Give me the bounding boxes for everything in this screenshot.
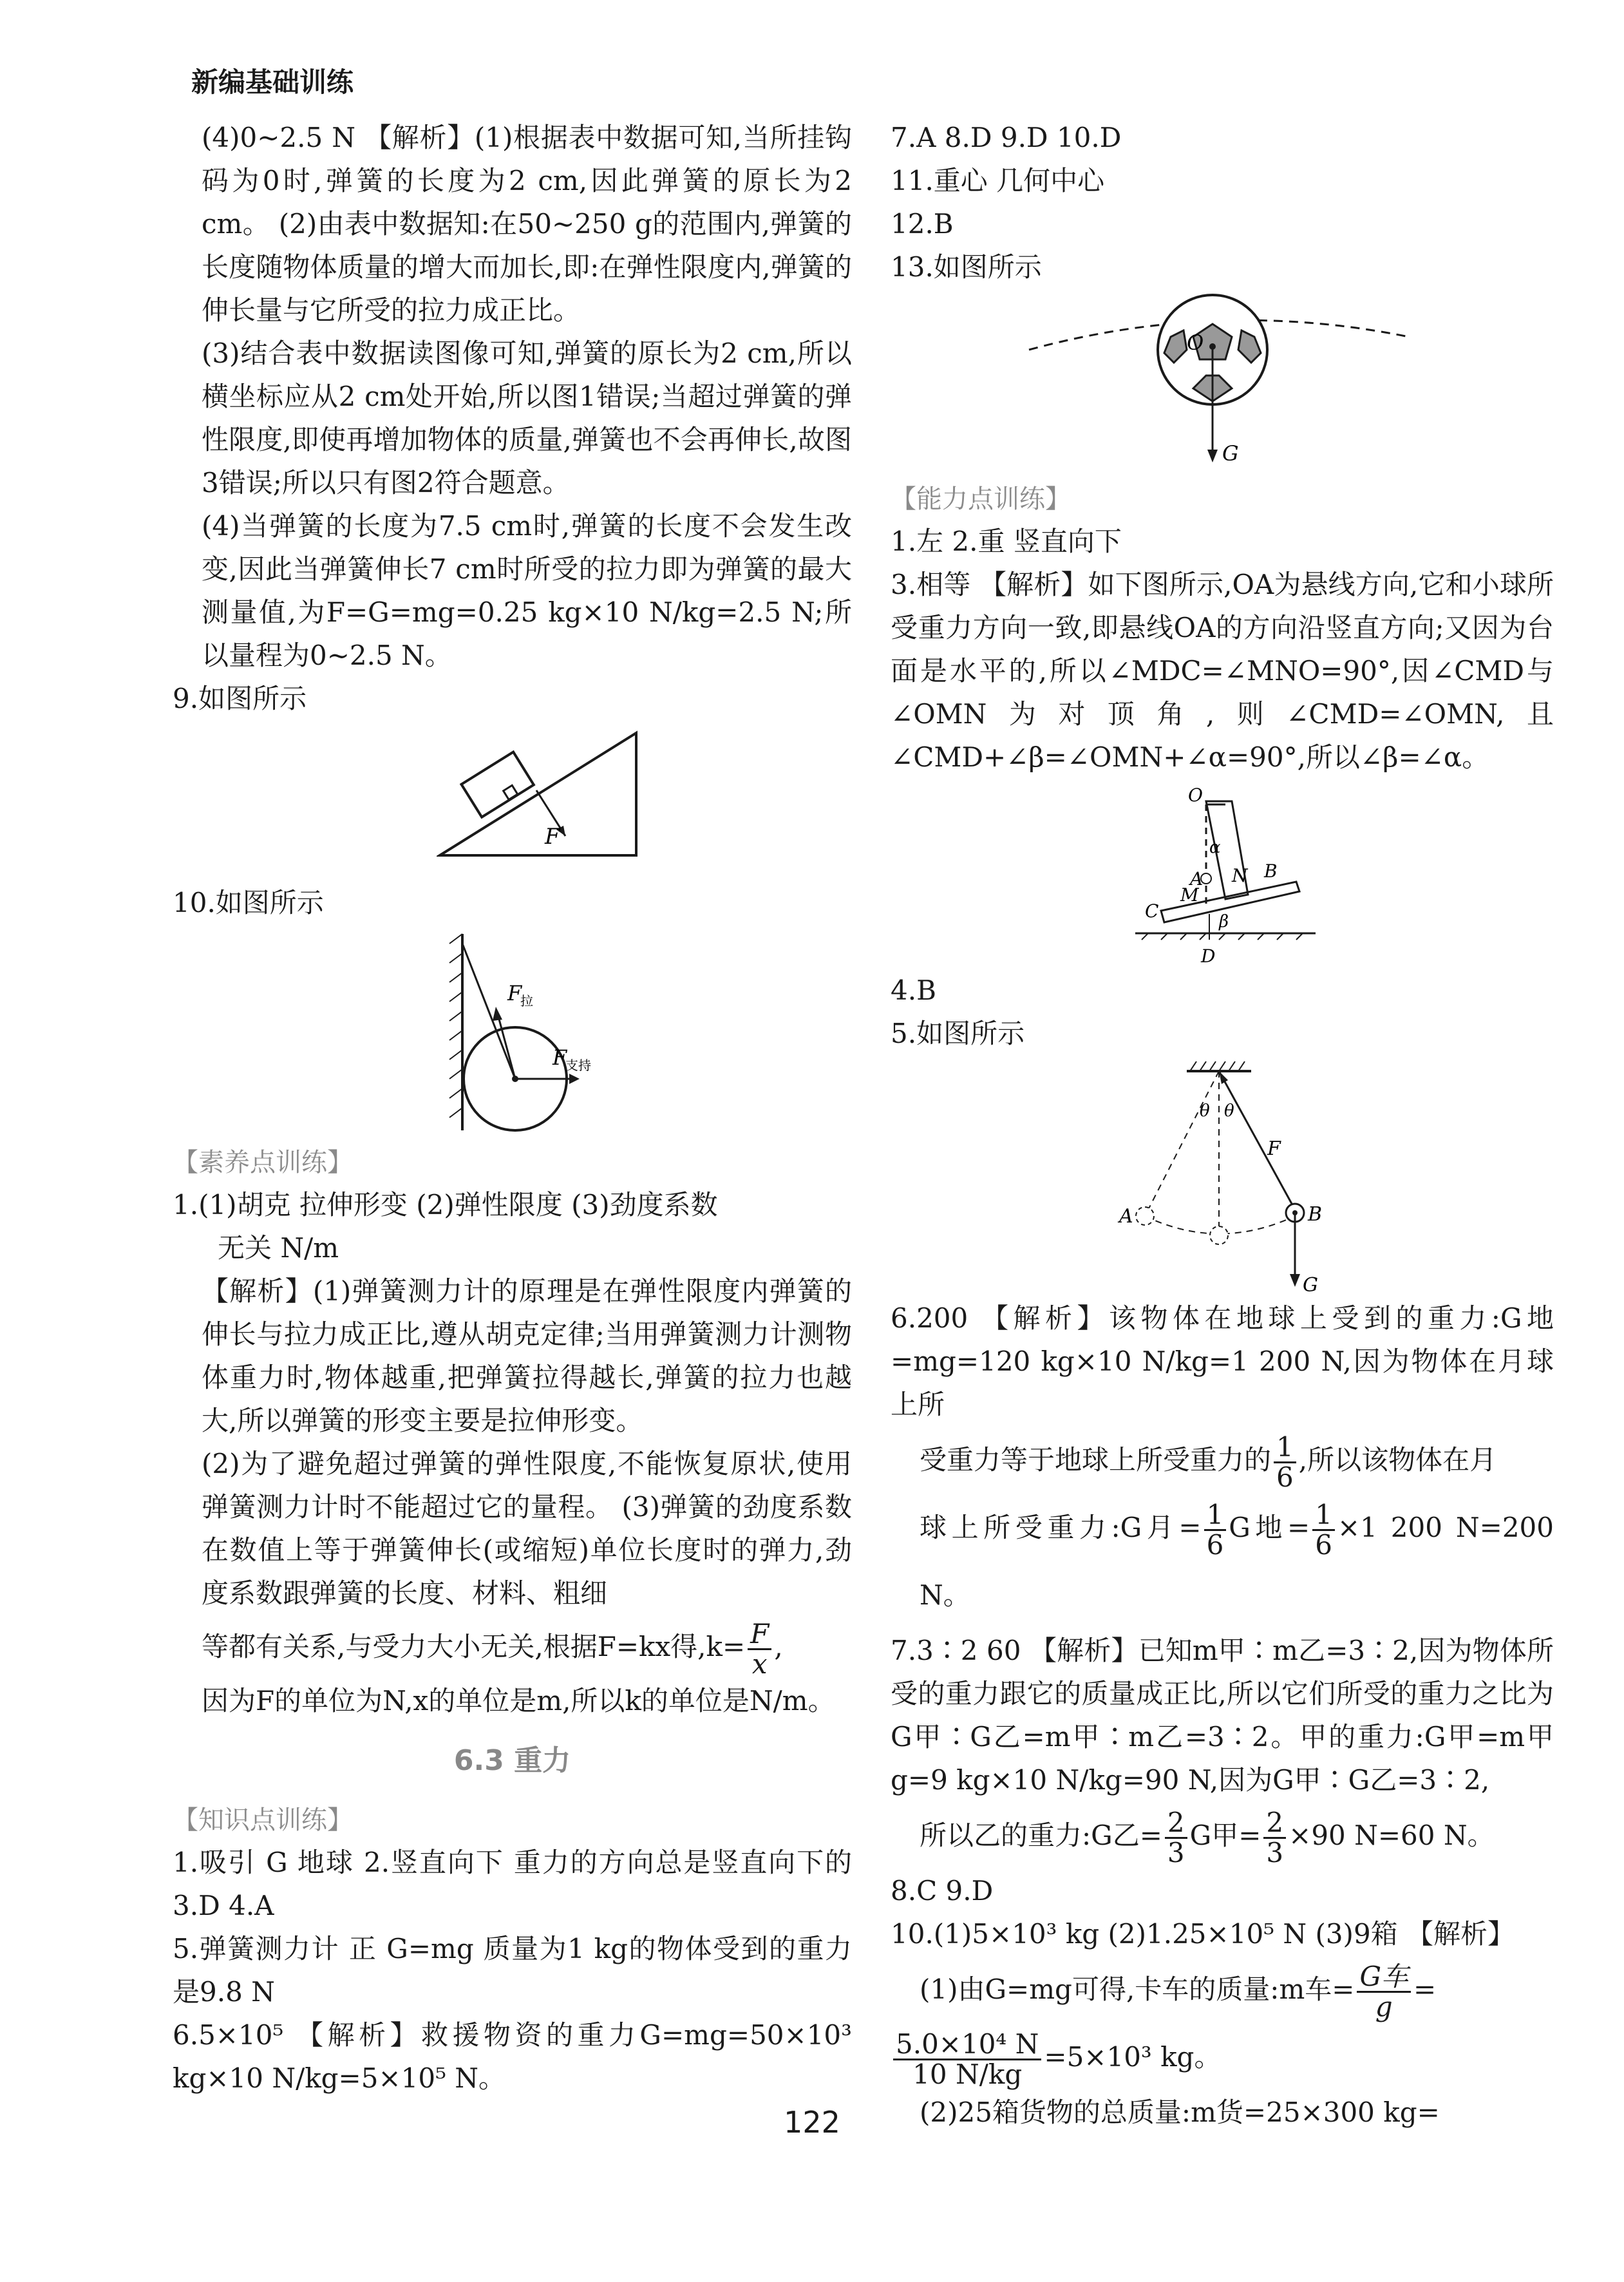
literacy-1-cont: 无关 N/m xyxy=(218,1232,339,1264)
plumb-line-figure xyxy=(1129,782,1322,969)
svg-text:G: G xyxy=(1303,1274,1318,1297)
svg-text:A: A xyxy=(1190,868,1204,889)
svg-text:M: M xyxy=(1180,884,1199,906)
svg-text:A: A xyxy=(1119,1205,1133,1228)
svg-text:θ: θ xyxy=(1224,1101,1234,1121)
section-heading: 【素养点训练】 xyxy=(173,1148,353,1177)
section-heading: 【知识点训练】 xyxy=(173,1805,353,1835)
answer-12: 12.B xyxy=(891,208,954,240)
fraction: $\frac{F}{x}$ xyxy=(748,1620,771,1678)
force-label: F xyxy=(545,824,560,850)
ability-10: 10.(1)5×10³ kg (2)1.25×10⁵ N (3)9箱 【解析】 xyxy=(891,1918,1515,1950)
answer-9: 9.如图所示 xyxy=(173,683,307,714)
ability-5: 5.如图所示 xyxy=(891,1018,1025,1049)
svg-text:D: D xyxy=(1201,946,1216,967)
chapter-title: 6.3 重力 xyxy=(453,1744,571,1777)
right-column xyxy=(891,116,1554,2134)
ability-6-line3: 球上所受重力:G月= $\frac{1}{6}$ G地= $\frac{1}{6}$ ×1 200 N=200 N。 xyxy=(920,1498,1554,1611)
knowledge-6: 6.5×10⁵ 【解析】救援物资的重力G=mg=50×10³ kg×10 N/kg=5×10⁵ N。 xyxy=(173,2019,852,2094)
answer-8-part3: (3)结合表中数据读图像可知,弹簧的原长为2 cm,所以横坐标应从2 cm处开始,所以图1错误;当超过弹簧的弹性限度,即使再增加物体的质量,弹簧也不会再伸长,故图3错误;所以只有图2符合题意。 xyxy=(202,338,852,499)
answer-13: 13.如图所示 xyxy=(891,251,1042,283)
svg-text:C: C xyxy=(1145,900,1159,922)
ability-6-line2: 受重力等于地球上所受重力的 $\frac{1}{6}$ ,所以该物体在月 xyxy=(920,1431,1497,1493)
ability-10-line2: (1)由G=mg可得,卡车的质量:m车= $\frac{\text{G车}}{g}$ = xyxy=(920,1960,1437,2022)
ability-6: 6.200 【解析】该物体在地球上受到的重力:G地=mg=120 kg×10 N/kg=1 200 N,因为物体在月球上所 xyxy=(891,1302,1554,1420)
svg-text:β: β xyxy=(1219,912,1229,931)
knowledge-5: 5.弹簧测力计 正 G=mg 质量为1 kg的物体受到的重力是9.8 N xyxy=(173,1933,852,2008)
svg-text:θ: θ xyxy=(1200,1101,1210,1121)
ability-8-9: 8.C 9.D xyxy=(891,1875,994,1906)
ability-10-line3: $\frac{\text{5.0×10⁴ N}}{10 N/kg}$ =5×10³ kg。 xyxy=(891,2023,1554,2091)
answer-11: 11.重心 几何中心 xyxy=(891,165,1105,196)
svg-text:支持: 支持 xyxy=(565,1058,591,1073)
pendulum-figure xyxy=(1109,1058,1341,1297)
svg-text:G: G xyxy=(1222,441,1239,466)
svg-text:拉: 拉 xyxy=(520,993,533,1009)
ability-1: 1.左 2.重 竖直向下 xyxy=(891,526,1122,557)
literacy-1-analysis-3: 因为F的单位为N,x的单位是m,所以k的单位是N/m。 xyxy=(202,1685,835,1716)
svg-text:O: O xyxy=(1187,330,1204,355)
section-heading: 【能力点训练】 xyxy=(891,484,1071,514)
answer-10: 10.如图所示 xyxy=(173,887,324,918)
svg-text:F: F xyxy=(507,981,522,1005)
svg-text:α: α xyxy=(1209,838,1221,857)
literacy-1-formula-line: 等都有关系,与受力大小无关,根据F=kx得,k= $\frac{F}{x}$ , xyxy=(202,1617,783,1680)
svg-text:B: B xyxy=(1264,861,1278,882)
literacy-1: 1.(1)胡克 拉伸形变 (2)弹性限度 (3)劲度系数 xyxy=(173,1189,718,1221)
ability-3: 3.相等 【解析】如下图所示,OA为悬线方向,它和小球所受重力方向一致,即悬线OA的方向沿竖直方向;又因为台面是水平的,所以∠MDC=∠MNO=90°,因∠CMD与∠OMN为对顶角,则∠CMD=∠OMN,且∠CMD+∠β=∠OMN+∠α=90°,所以∠β=∠α。 xyxy=(891,569,1554,773)
svg-text:O: O xyxy=(1188,784,1203,806)
page-number: 122 xyxy=(784,2105,840,2140)
literacy-1-analysis-2: (2)为了避免超过弹簧的弹性限度,不能恢复原状,使用弹簧测力计时不能超过它的量程。 (3)弹簧的劲度系数在数值上等于弹簧伸长(或缩短)单位长度时的弹力,劲度系数跟弹簧的长度、材料、粗细 xyxy=(202,1448,852,1609)
svg-text:F: F xyxy=(1267,1137,1281,1160)
ability-7-line2: 所以乙的重力:G乙= $\frac{2}{3}$ G甲= $\frac{2}{3}$ ×90 N=60 N。 xyxy=(920,1806,1495,1868)
answer-8-part4: (4)0~2.5 N 【解析】(1)根据表中数据可知,当所挂钩码为0时,弹簧的长度为2 cm,因此弹簧的原长为2 cm。 (2)由表中数据知:在50~250 g的范围内,弹簧的长度随物体质量的增大而加长,即:在弹性限度内,弹簧的伸长量与它所受的拉力成正比。 xyxy=(202,122,852,326)
incline-figure xyxy=(437,727,643,875)
ability-4: 4.B xyxy=(891,975,936,1006)
ability-10-line4: (2)25箱货物的总质量:m货=25×300 kg= xyxy=(920,2097,1440,2128)
svg-text:F: F xyxy=(552,1045,567,1070)
soccer-ball-figure xyxy=(1026,292,1412,472)
sphere-wall-figure xyxy=(443,931,610,1137)
book-title: 新编基础训练 xyxy=(191,66,354,98)
knowledge-1: 1.吸引 G 地球 2.竖直向下 重力的方向总是竖直向下的 3.D 4.A xyxy=(173,1847,852,1921)
left-column xyxy=(173,116,852,2100)
answer-8-part4-analysis: (4)当弹簧的长度为7.5 cm时,弹簧的长度不会发生改变,因此当弹簧伸长7 cm时所受的拉力即为弹簧的最大测量值,为F=G=mg=0.25 kg×10 N/kg=2.5 N;所以量程为0~2.5 N。 xyxy=(202,510,852,671)
ability-7: 7.3∶2 60 【解析】已知m甲∶m乙=3∶2,因为物体所受的重力跟它的质量成正比,所以它们所受的重力之比为G甲∶G乙=m甲∶m乙=3∶2。甲的重力:G甲=m甲g=9 kg×10 N/kg=90 N,因为G甲∶G乙=3∶2, xyxy=(891,1635,1554,1796)
svg-text:N: N xyxy=(1232,865,1248,886)
answers-7-10: 7.A 8.D 9.D 10.D xyxy=(891,122,1122,153)
svg-text:B: B xyxy=(1308,1203,1323,1226)
literacy-1-analysis: 【解析】(1)弹簧测力计的原理是在弹性限度内弹簧的伸长与拉力成正比,遵从胡克定律;当用弹簧测力计测物体重力时,物体越重,把弹簧拉得越长,弹簧的拉力也越大,所以弹簧的形变主要是拉伸形变。 xyxy=(202,1275,852,1436)
